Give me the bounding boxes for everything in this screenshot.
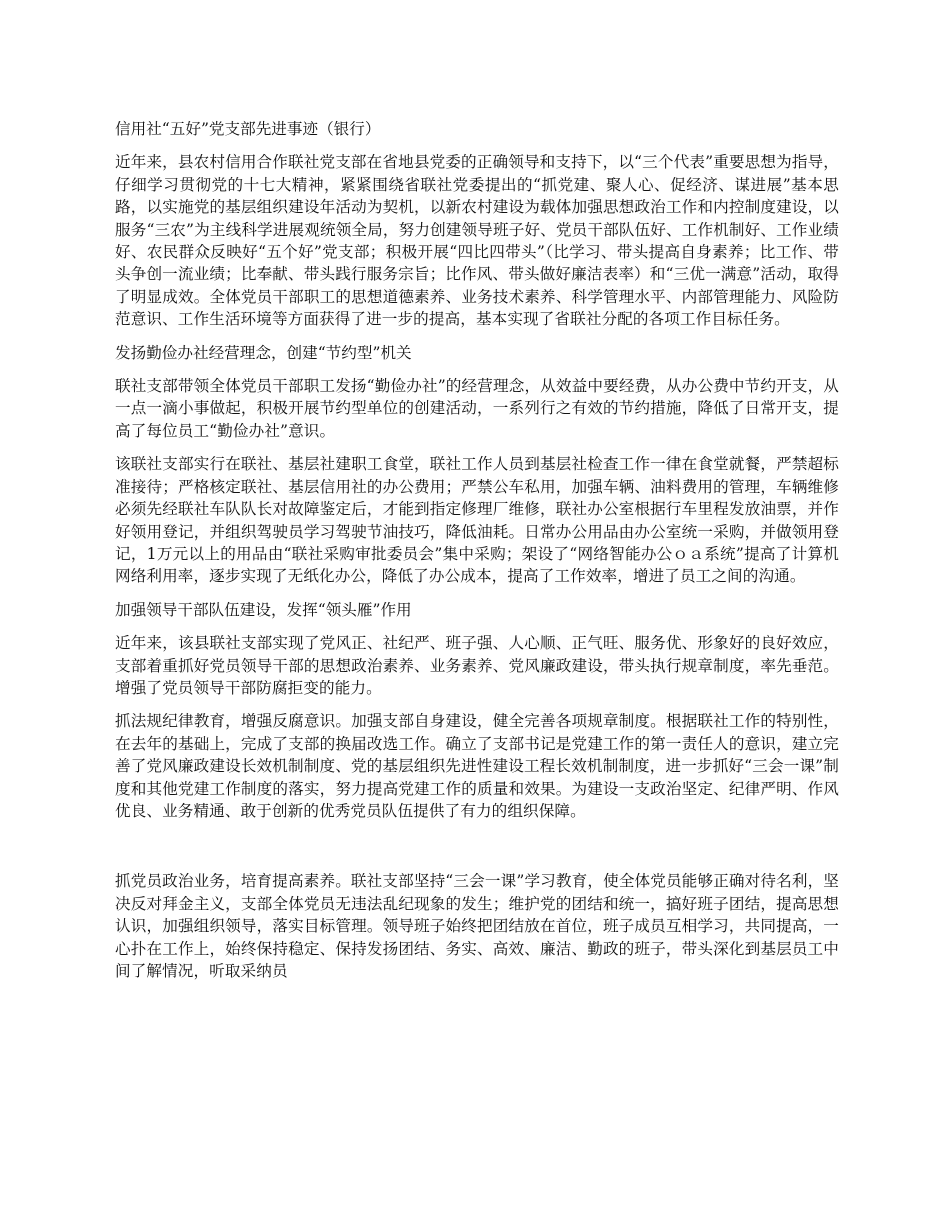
document-page <box>115 118 839 982</box>
paragraph-intro: 近年来，县农村信用合作联社党支部在省地县党委的正确领导和支持下，以“三个代表”重要思想为指导，仔细学习贯彻党的十七大精神，紧紧围绕省联社党委提出的“抓党建、聚人心、促经济、谋进展”基本思路，以实施党的基层组织建设年活动为契机，以新农村建设为载体加强思想政治工作和内控制度建设，以服务“三农”为主线科学进展观统领全局，努力创建领导班子好、党员干部队伍好、工作机制好、工作业绩好、农民群众反映好“五个好”党支部；积极开展“四比四带头”（比学习、带头提高自身素养；比工作、带头争创一流业绩；比奉献、带头践行服务宗旨；比作风、带头做好廉洁表率）和“三优一满意”活动，取得了明显成效。全体党员干部职工的思想道德素养、业务技术素养、科学管理水平、内部管理能力、风险防范意识、工作生活环境等方面获得了进一步的提高，基本实现了省联社分配的各项工作目标任务。 <box>115 153 839 329</box>
spacer-large <box>115 822 839 870</box>
paragraph-discipline: 抓法规纪律教育，增强反腐意识。加强支部自身建设，健全完善各项规章制度。根据联社工作的特别性，在去年的基础上，完成了支部的换届改选工作。确立了支部书记是党建工作的第一责任人的意识，建立完善了党风廉政建设长效机制制度、党的基层组织先进性建设工程长效机制制度，进一步抓好“三会一课”制度和其他党建工作制度的落实，努力提高党建工作的质量和效果。为建设一支政治坚定、纪律严明、作风优良、业务精通、敢于创新的优秀党员队伍提供了有力的组织保障。 <box>115 712 839 820</box>
section-heading-leadership: 加强领导干部队伍建设，发挥“领头雁”作用 <box>115 600 412 619</box>
spacer <box>115 140 839 151</box>
paragraph-thrift-concept: 联社支部带领全体党员干部职工发扬“勤俭办社”的经营理念，从效益中要经费，从办公费中节约开支，从一点一滴小事做起，积极开展节约型单位的创建活动，一系列行之有效的节约措施，降低了日常开支，提高了每位员工“勤俭办社”意识。 <box>115 377 839 440</box>
paragraph-thrift-measures: 该联社支部实行在联社、基层社建职工食堂，联社工作人员到基层社检查工作一律在食堂就餐，严禁超标准接待；严格核定联社、基层信用社的办公费用；严禁公车私用，加强车辆、油料费用的管理，车辆维修必须先经联社车队队长对故障鉴定后，才能到指定修理厂维修，联社办公室根据行车里程发放油票，并作好领用登记，并组织驾驶员学习驾驶节油技巧，降低油耗。日常办公用品由办公室统一采购，并做领用登记，1万元以上的用品由“联社采购审批委员会”集中采购；架设了“网络智能办公ｏａ系统”提高了计算机网络利用率，逐步实现了无纸化办公，降低了办公成本，提高了工作效率，增进了员工之间的沟通。 <box>115 455 839 586</box>
paragraph-leadership-effect: 近年来，该县联社支部实现了党风正、社纪严、班子强、人心顺、正气旺、服务优、形象好的良好效应，支部着重抓好党员领导干部的思想政治素养、业务素养、党风廉政建设，带头执行规章制度，率先垂范。增强了党员领导干部防腐拒变的能力。 <box>115 634 839 697</box>
spacer <box>115 621 839 632</box>
paragraph-political-study: 抓党员政治业务，培育提高素养。联社支部坚持“三会一课”学习教育，使全体党员能够正确对待名利，坚决反对拜金主义，支部全体党员无违法乱纪现象的发生；维护党的团结和统一，搞好班子团结，提高思想认识，加强组织领导，落实目标管理。领导班子始终把团结放在首位，班子成员互相学习，共同提高，一心扑在工作上，始终保持稳定、保持发扬团结、务实、高效、廉洁、勤政的班子，带头深化到基层员工中间了解情况，听取采纳员 <box>115 872 839 980</box>
spacer <box>115 442 839 453</box>
document-title: 信用社“五好”党支部先进事迹（银行） <box>115 120 381 138</box>
spacer <box>115 364 839 375</box>
spacer <box>115 331 839 342</box>
section-heading-thrift: 发扬勤俭办社经营理念，创建“节约型”机关 <box>115 343 412 362</box>
spacer <box>115 588 839 599</box>
spacer <box>115 699 839 710</box>
